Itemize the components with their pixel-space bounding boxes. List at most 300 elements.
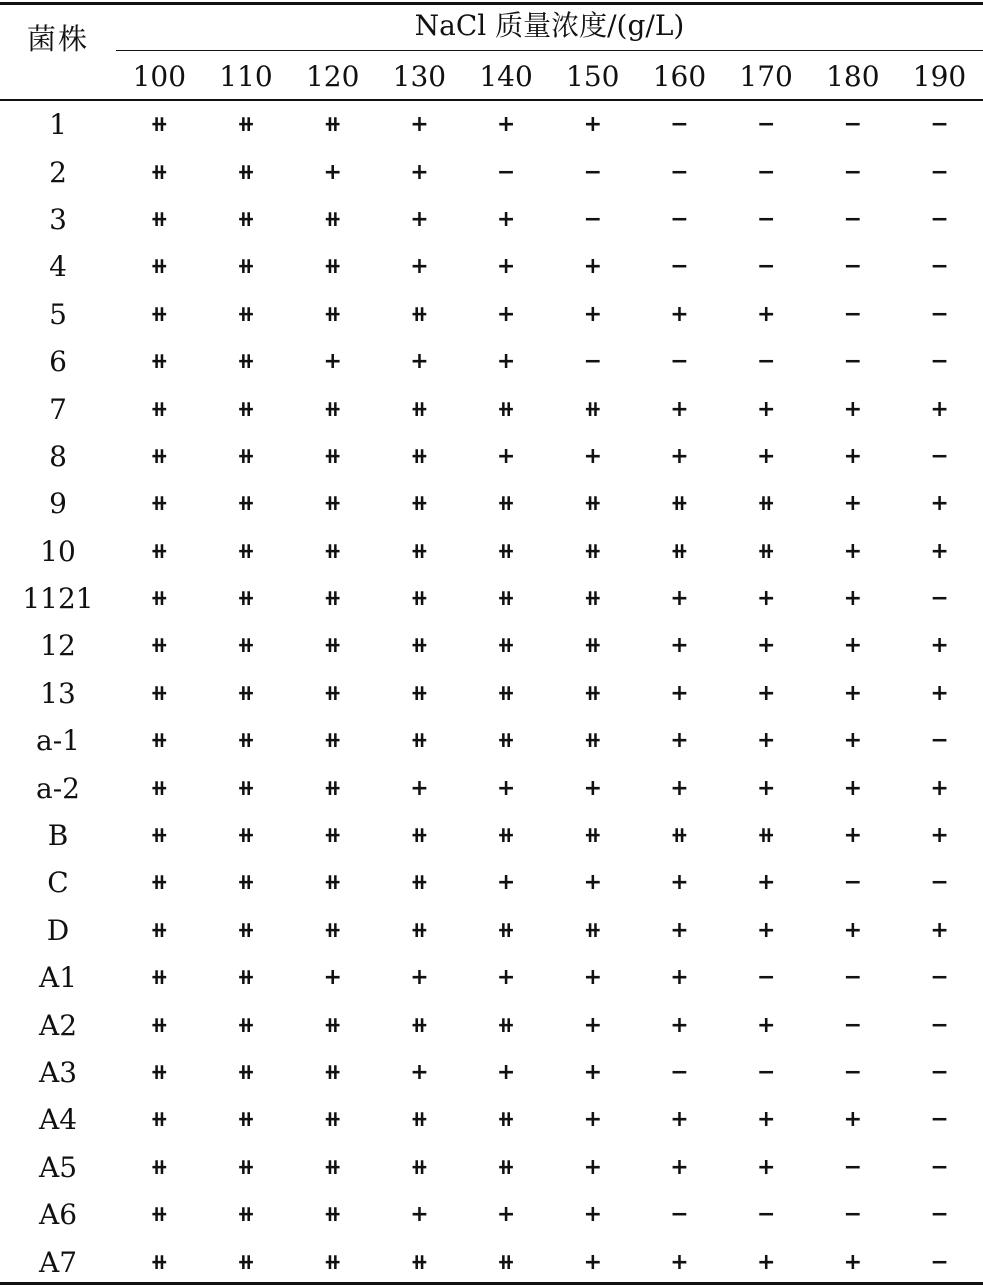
growth-cell: + [496, 206, 516, 232]
growth-cell: + [583, 1012, 602, 1038]
growth-cell: ⧺ [323, 1107, 342, 1133]
growth-cell: − [843, 159, 863, 185]
table-row [0, 859, 983, 906]
growth-cell: − [930, 965, 949, 991]
growth-cell: ⧺ [323, 586, 342, 612]
strain-label: B [47, 819, 69, 853]
strain-label: D [46, 913, 70, 947]
growth-cell: + [843, 680, 863, 706]
growth-cell: + [670, 870, 689, 896]
concentration-header-cell: 100 [132, 60, 187, 93]
growth-cell: ⧺ [236, 586, 256, 612]
growth-cell: ⧺ [410, 538, 429, 564]
growth-cell: − [670, 1202, 689, 1228]
growth-cell: − [756, 1202, 776, 1228]
concentration-header-cell: 160 [652, 60, 707, 93]
growth-cell: ⧺ [323, 633, 342, 659]
growth-cell: + [670, 680, 689, 706]
growth-cell: + [756, 301, 776, 327]
growth-cell: ⧺ [410, 396, 429, 422]
growth-cell: + [670, 633, 689, 659]
table-row [0, 622, 983, 669]
growth-cell: + [410, 1060, 429, 1085]
growth-cell: − [930, 159, 949, 185]
growth-cell: + [323, 159, 342, 185]
growth-cell: − [930, 254, 949, 280]
strain-label: A6 [38, 1198, 78, 1232]
growth-cell: + [756, 1154, 776, 1180]
growth-cell: + [496, 301, 516, 327]
table-row [0, 1049, 983, 1096]
growth-cell: + [670, 775, 689, 801]
strain-label: 4 [49, 250, 67, 284]
concentration-header-cell: 170 [739, 60, 793, 93]
concentration-header-cell: 110 [219, 60, 273, 93]
growth-cell: ⧺ [236, 917, 256, 943]
growth-cell: ⧺ [150, 206, 169, 232]
growth-cell: ⧺ [236, 1154, 256, 1180]
growth-cell: + [670, 728, 689, 754]
growth-cell: ⧺ [410, 917, 429, 943]
growth-cell: ⧺ [323, 1202, 342, 1228]
concentration-header-cell: 180 [826, 60, 880, 93]
growth-cell: + [930, 633, 949, 659]
growth-cell: ⧺ [496, 917, 516, 943]
growth-cell: + [323, 965, 342, 991]
strain-label: 3 [49, 202, 67, 236]
growth-cell: + [930, 680, 949, 706]
growth-cell: − [496, 159, 516, 185]
growth-cell: + [496, 254, 516, 280]
growth-cell: − [670, 1060, 689, 1085]
growth-cell: + [496, 775, 516, 801]
growth-cell: − [756, 349, 776, 375]
growth-cell: ⧺ [583, 680, 602, 706]
growth-cell: + [843, 633, 863, 659]
growth-cell: − [930, 1060, 949, 1085]
growth-cell: ⧺ [670, 491, 689, 517]
strain-label: 13 [40, 676, 76, 710]
growth-cell: + [756, 396, 776, 422]
growth-cell: ⧺ [236, 538, 256, 564]
strain-label: 2 [49, 155, 67, 189]
growth-cell: + [410, 159, 429, 185]
growth-cell: ⧺ [150, 823, 169, 849]
growth-cell: + [670, 1012, 689, 1038]
growth-cell: + [583, 1154, 602, 1180]
growth-cell: ⧺ [583, 823, 602, 849]
table-row [0, 433, 983, 480]
growth-cell: + [496, 965, 516, 991]
growth-cell: − [930, 728, 949, 754]
growth-cell: ⧺ [236, 823, 256, 849]
table-row [0, 291, 983, 338]
table-row [0, 954, 983, 1001]
growth-cell: + [756, 586, 776, 612]
growth-cell: + [843, 917, 863, 943]
growth-cell: + [843, 586, 863, 612]
growth-cell: ⧺ [410, 443, 429, 469]
growth-cell: ⧺ [150, 349, 169, 375]
growth-cell: ⧺ [670, 823, 689, 849]
growth-cell: + [496, 1202, 516, 1228]
growth-cell: ⧺ [236, 775, 256, 801]
growth-cell: + [756, 680, 776, 706]
growth-cell: + [670, 1249, 689, 1275]
growth-cell: − [843, 1202, 863, 1228]
growth-cell: ⧺ [410, 633, 429, 659]
growth-cell: + [670, 301, 689, 327]
growth-cell: ⧺ [150, 965, 169, 991]
growth-cell: − [843, 1154, 863, 1180]
growth-cell: − [930, 586, 949, 612]
growth-cell: ⧺ [496, 1012, 516, 1038]
concentration-header-cell: 140 [479, 60, 533, 93]
table-row [0, 1144, 983, 1191]
growth-cell: ⧺ [150, 1249, 169, 1275]
table-row [0, 196, 983, 243]
growth-cell: − [843, 1060, 863, 1085]
growth-cell: − [930, 1154, 949, 1180]
strain-label: a-1 [36, 724, 80, 758]
growth-cell: ⧺ [410, 491, 429, 517]
growth-cell: + [843, 1249, 863, 1275]
strain-label: A5 [38, 1150, 78, 1184]
growth-cell: − [930, 349, 949, 375]
growth-cell: + [756, 870, 776, 896]
growth-cell: ⧺ [323, 775, 342, 801]
table-row [0, 812, 983, 859]
table-row [0, 717, 983, 764]
growth-cell: ⧺ [496, 680, 516, 706]
growth-cell: ⧺ [150, 586, 169, 612]
strain-label: 8 [49, 439, 67, 473]
strain-label: 12 [40, 629, 76, 663]
growth-cell: ⧺ [410, 823, 429, 849]
growth-cell: ⧺ [496, 491, 516, 517]
growth-cell: + [496, 349, 516, 375]
growth-cell: + [670, 586, 689, 612]
growth-cell: ⧺ [236, 112, 256, 138]
table-top-rule [0, 2, 983, 5]
growth-cell: + [496, 112, 516, 138]
growth-cell: + [756, 633, 776, 659]
growth-cell: + [843, 491, 863, 517]
growth-cell: ⧺ [323, 538, 342, 564]
growth-cell: + [670, 965, 689, 991]
growth-cell: ⧺ [323, 1249, 342, 1275]
strain-label: 9 [49, 487, 67, 521]
growth-cell: ⧺ [323, 301, 342, 327]
growth-cell: ⧺ [323, 491, 342, 517]
growth-cell: ⧺ [150, 159, 169, 185]
growth-cell: − [930, 112, 949, 138]
growth-cell: ⧺ [150, 870, 169, 896]
growth-cell: + [670, 917, 689, 943]
growth-cell: ⧺ [150, 1060, 169, 1085]
growth-cell: ⧺ [150, 775, 169, 801]
growth-cell: ⧺ [150, 491, 169, 517]
growth-cell: − [756, 1060, 776, 1085]
growth-cell: + [756, 917, 776, 943]
growth-cell: + [670, 1107, 689, 1133]
strain-label: 5 [49, 297, 67, 331]
growth-cell: ⧺ [496, 586, 516, 612]
growth-cell: − [583, 206, 602, 232]
growth-cell: − [670, 349, 689, 375]
growth-cell: − [930, 443, 949, 469]
table-row [0, 528, 983, 575]
growth-cell: ⧺ [236, 491, 256, 517]
growth-cell: ⧺ [410, 301, 429, 327]
growth-cell: + [583, 775, 602, 801]
growth-cell: − [843, 870, 863, 896]
strain-label: 1 [49, 108, 67, 142]
growth-cell: + [496, 443, 516, 469]
growth-cell: ⧺ [583, 917, 602, 943]
growth-cell: + [843, 538, 863, 564]
growth-cell: ⧺ [583, 396, 602, 422]
growth-cell: + [583, 870, 602, 896]
growth-cell: ⧺ [150, 1012, 169, 1038]
growth-cell: − [843, 112, 863, 138]
growth-cell: − [930, 870, 949, 896]
growth-cell: + [843, 775, 863, 801]
growth-cell: + [583, 112, 602, 138]
growth-cell: + [410, 965, 429, 991]
growth-cell: − [670, 254, 689, 280]
growth-cell: ⧺ [410, 870, 429, 896]
growth-cell: ⧺ [670, 538, 689, 564]
growth-cell: ⧺ [323, 1060, 342, 1085]
growth-cell: ⧺ [236, 349, 256, 375]
growth-cell: + [756, 1249, 776, 1275]
growth-cell: + [410, 254, 429, 280]
growth-cell: ⧺ [583, 633, 602, 659]
growth-cell: + [843, 396, 863, 422]
growth-cell: + [670, 396, 689, 422]
growth-cell: ⧺ [236, 1060, 256, 1085]
growth-cell: ⧺ [150, 443, 169, 469]
growth-cell: ⧺ [583, 586, 602, 612]
growth-cell: ⧺ [236, 1012, 256, 1038]
growth-cell: − [583, 349, 602, 375]
strain-column-header: 菌株 [26, 22, 89, 56]
growth-cell: ⧺ [323, 1012, 342, 1038]
growth-cell: + [843, 443, 863, 469]
growth-cell: + [410, 206, 429, 232]
concentration-header-cell: 130 [392, 60, 447, 93]
growth-cell: ⧺ [150, 1107, 169, 1133]
growth-cell: + [843, 1107, 863, 1133]
growth-cell: ⧺ [150, 1202, 169, 1228]
growth-cell: + [843, 823, 863, 849]
table-row [0, 764, 983, 811]
growth-cell: ⧺ [410, 1249, 429, 1275]
growth-cell: ⧺ [236, 396, 256, 422]
growth-cell: ⧺ [236, 870, 256, 896]
growth-cell: + [670, 443, 689, 469]
growth-cell: ⧺ [236, 159, 256, 185]
growth-cell: − [843, 1012, 863, 1038]
table-row [0, 338, 983, 385]
table-row [0, 1096, 983, 1143]
growth-cell: ⧺ [236, 728, 256, 754]
nacl-concentration-header: NaCl 质量浓度/(g/L) [414, 9, 685, 42]
growth-cell: + [496, 1060, 516, 1085]
growth-cell: + [843, 728, 863, 754]
growth-cell: ⧺ [756, 538, 776, 564]
growth-cell: ⧺ [756, 823, 776, 849]
growth-cell: − [670, 159, 689, 185]
growth-cell: + [410, 112, 429, 138]
table-row [0, 1191, 983, 1238]
growth-cell: + [583, 254, 602, 280]
growth-cell: + [756, 1012, 776, 1038]
growth-cell: + [930, 775, 949, 801]
growth-cell: + [583, 1107, 602, 1133]
growth-cell: ⧺ [150, 396, 169, 422]
growth-cell: ⧺ [496, 633, 516, 659]
growth-cell: ⧺ [236, 254, 256, 280]
strain-label: 10 [40, 534, 76, 568]
table-row [0, 101, 983, 148]
growth-cell: − [756, 159, 776, 185]
growth-cell: + [583, 301, 602, 327]
table-row [0, 1001, 983, 1048]
growth-cell: − [843, 301, 863, 327]
growth-cell: − [930, 1249, 949, 1275]
growth-cell: ⧺ [236, 301, 256, 327]
growth-cell: − [670, 112, 689, 138]
growth-cell: + [583, 1202, 602, 1228]
growth-cell: ⧺ [150, 728, 169, 754]
growth-cell: ⧺ [236, 1107, 256, 1133]
strain-label: A7 [38, 1245, 78, 1279]
strain-label: A2 [38, 1008, 78, 1042]
growth-cell: ⧺ [236, 1249, 256, 1275]
strain-label: a-2 [36, 771, 80, 805]
growth-cell: + [496, 870, 516, 896]
growth-cell: ⧺ [236, 443, 256, 469]
growth-cell: + [583, 443, 602, 469]
growth-cell: ⧺ [583, 491, 602, 517]
table-row [0, 148, 983, 195]
growth-cell: ⧺ [496, 1154, 516, 1180]
growth-cell: ⧺ [150, 538, 169, 564]
growth-cell: + [930, 917, 949, 943]
growth-cell: ⧺ [150, 917, 169, 943]
growth-cell: + [583, 1060, 602, 1085]
growth-cell: − [756, 112, 776, 138]
table-row [0, 1238, 983, 1285]
growth-cell: ⧺ [410, 1012, 429, 1038]
growth-cell: ⧺ [236, 965, 256, 991]
growth-cell: − [930, 206, 949, 232]
growth-cell: ⧺ [150, 680, 169, 706]
growth-cell: + [410, 1202, 429, 1228]
growth-cell: − [756, 206, 776, 232]
growth-cell: ⧺ [323, 443, 342, 469]
growth-cell: ⧺ [410, 1107, 429, 1133]
growth-cell: − [930, 1012, 949, 1038]
growth-cell: + [670, 1154, 689, 1180]
growth-cell: + [756, 775, 776, 801]
growth-cell: − [843, 965, 863, 991]
growth-cell: ⧺ [323, 1154, 342, 1180]
growth-cell: ⧺ [410, 586, 429, 612]
table-body [0, 101, 983, 1286]
growth-cell: − [843, 206, 863, 232]
concentration-header-cell: 120 [305, 60, 360, 93]
table-row [0, 907, 983, 954]
growth-cell: − [756, 965, 776, 991]
growth-cell: ⧺ [323, 254, 342, 280]
growth-cell: − [670, 206, 689, 232]
growth-cell: ⧺ [150, 1154, 169, 1180]
growth-cell: ⧺ [323, 917, 342, 943]
growth-cell: ⧺ [150, 254, 169, 280]
concentration-header-cell: 150 [566, 60, 620, 93]
strain-label: 6 [49, 345, 67, 379]
strain-label: C [47, 866, 69, 900]
growth-cell: ⧺ [323, 112, 342, 138]
strain-label: A4 [38, 1103, 78, 1137]
growth-cell: − [756, 254, 776, 280]
growth-cell: + [756, 443, 776, 469]
header-sub-rule [116, 50, 983, 51]
growth-cell: ⧺ [236, 633, 256, 659]
table-row [0, 670, 983, 717]
growth-cell: ⧺ [410, 1154, 429, 1180]
growth-cell: + [930, 823, 949, 849]
growth-cell: ⧺ [323, 823, 342, 849]
table-bottom-rule [0, 1282, 983, 1285]
growth-cell: ⧺ [756, 491, 776, 517]
growth-cell: + [756, 1107, 776, 1133]
growth-cell: + [323, 349, 342, 375]
growth-cell: ⧺ [150, 301, 169, 327]
strain-label: A3 [38, 1056, 78, 1089]
growth-cell: ⧺ [410, 728, 429, 754]
growth-cell: ⧺ [410, 680, 429, 706]
growth-cell: ⧺ [150, 633, 169, 659]
growth-cell: ⧺ [496, 1107, 516, 1133]
growth-cell: ⧺ [323, 206, 342, 232]
growth-cell: − [843, 254, 863, 280]
table-row [0, 243, 983, 290]
table-row [0, 480, 983, 527]
growth-cell: ⧺ [150, 112, 169, 138]
growth-cell: − [930, 301, 949, 327]
growth-cell: ⧺ [236, 206, 256, 232]
table-row [0, 385, 983, 432]
growth-cell: − [583, 159, 602, 185]
concentration-header-cell: 190 [912, 60, 967, 93]
growth-cell: + [756, 728, 776, 754]
strain-label: 1121 [22, 582, 94, 616]
growth-cell: ⧺ [496, 823, 516, 849]
growth-cell: ⧺ [236, 1202, 256, 1228]
concentration-header-row [116, 58, 983, 96]
growth-cell: ⧺ [496, 1249, 516, 1275]
growth-cell: ⧺ [583, 538, 602, 564]
strain-label: 7 [49, 392, 67, 426]
strain-label: A1 [38, 961, 78, 995]
growth-cell: ⧺ [323, 396, 342, 422]
growth-cell: + [583, 1249, 602, 1275]
growth-cell: ⧺ [496, 396, 516, 422]
